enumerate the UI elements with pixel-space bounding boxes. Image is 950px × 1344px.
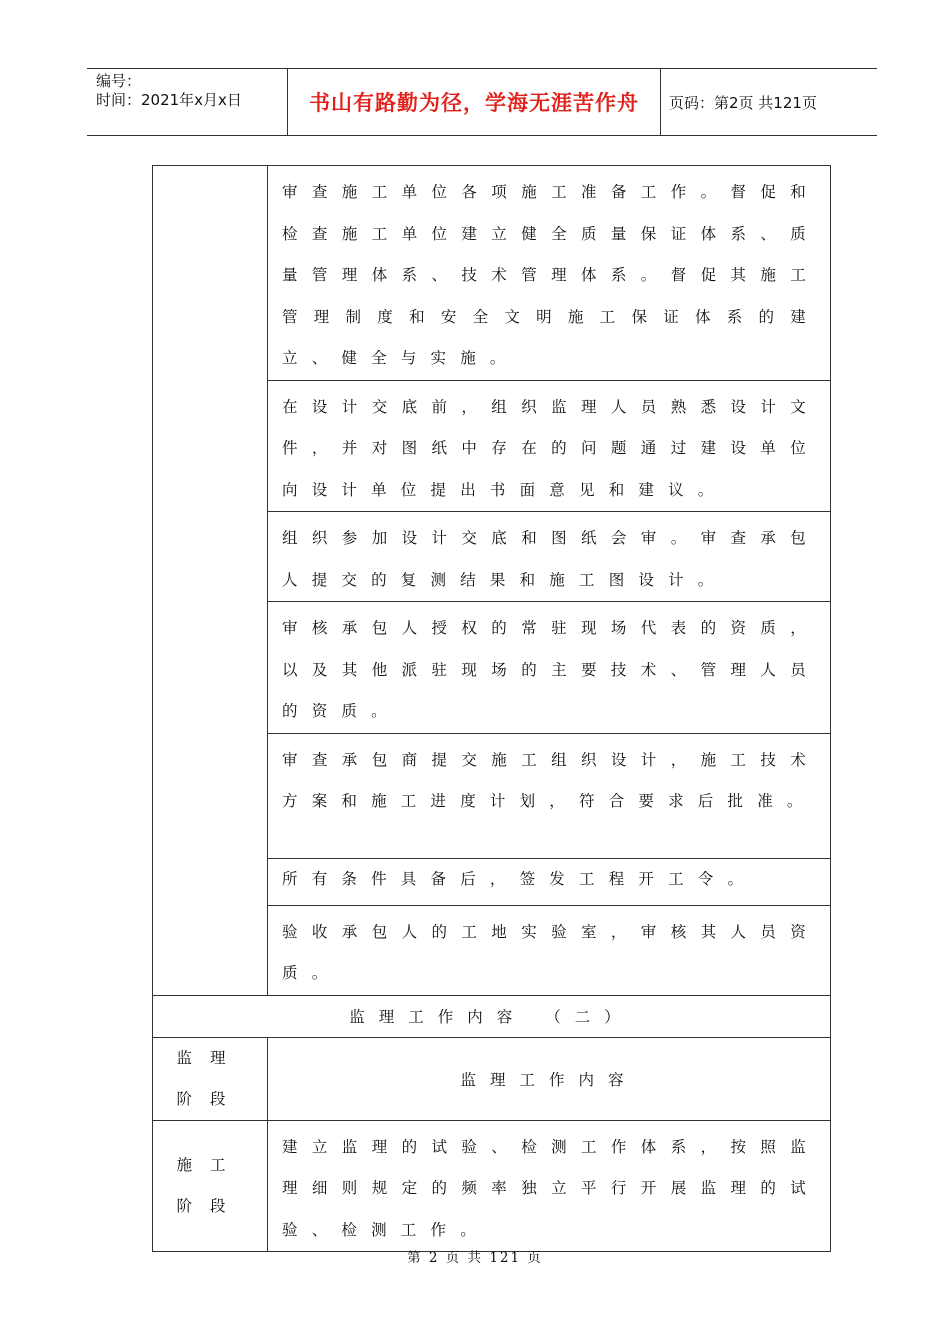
work-item: 审核承包人授权的常驻现场代表的资质，以及其他派驻现场的主要技术、管理人员的资质。 [268,602,831,734]
page-footer: 第 2 页 共 121 页 [407,1250,543,1266]
column-header-content: 监理工作内容 [268,1037,831,1120]
table-row [153,1037,831,1120]
work-item: 所有条件具备后，签发工程开工令。 [268,858,831,905]
table-row [153,166,831,381]
table-row [153,1120,831,1252]
table-row [153,995,831,1037]
work-item: 验收承包人的工地实验室，审核其人员资质。 [268,905,831,995]
column-header-stage: 监理 阶段 [153,1037,268,1120]
document-number: 编号： [96,72,142,90]
stage-cell-construction: 施工 阶段 [153,1120,268,1252]
section-title: 监理工作内容 （二） [153,995,831,1037]
work-item: 在设计交底前，组织监理人员熟悉设计文件，并对图纸中存在的问题通过建设单位向设计单位提出书面意见和建议。 [268,380,831,512]
supervision-table [152,165,831,1252]
work-item: 审查施工单位各项施工准备工作。督促和检查施工单位建立健全质量保证体系、质量管理体系、技术管理体系。督促其施工管理制度和安全文明施工保证体系的建立、健全与实施。 [268,166,831,381]
page-header [87,68,877,136]
stage-cell-blank [153,166,268,996]
header-motto: 书山有路勤为径，学海无涯苦作舟 [288,69,661,135]
header-meta [87,69,288,135]
header-page-number: 页码：第2页 共121页 [669,93,817,112]
document-date: 时间：2021年x月x日 [96,91,242,109]
work-item: 审查承包商提交施工组织设计，施工技术方案和施工进度计划，符合要求后批准。 [268,733,831,858]
work-item: 建立监理的试验、检测工作体系，按照监理细则规定的频率独立平行开展监理的试验、检测工作。 [268,1120,831,1252]
work-item: 组织参加设计交底和图纸会审。审查承包人提交的复测结果和施工图设计。 [268,512,831,602]
